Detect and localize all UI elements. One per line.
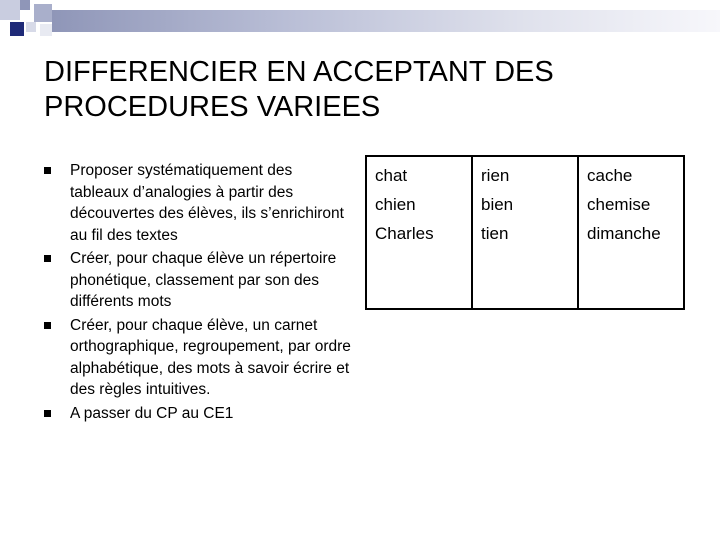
table-column-ien xyxy=(471,157,577,308)
table-cell: tien xyxy=(481,224,509,243)
square-bullet-icon xyxy=(44,410,51,417)
table-cell: chat xyxy=(375,166,408,185)
slide-title: DIFFERENCIER EN ACCEPTANT DES PROCEDURES VARIEES xyxy=(44,56,554,123)
table-cell: bien xyxy=(481,195,514,214)
decorative-square xyxy=(34,4,52,22)
bullet-text: Créer, pour chaque élève un répertoire phonétique, classement par son des différents mots xyxy=(70,250,337,310)
bullet-text: Créer, pour chaque élève, un carnet orthographique, regroupement, par ordre alphabétique, des mots à savoir écrire et des règles intuitives. xyxy=(70,316,351,398)
table-cell: chemise xyxy=(587,195,651,214)
table-cell: Charles xyxy=(375,224,434,243)
decorative-square xyxy=(26,22,36,32)
decorative-square xyxy=(40,24,52,36)
table-cell: dimanche xyxy=(587,224,661,243)
bullet-text: A passer du CP au CE1 xyxy=(70,404,234,422)
bullet-item xyxy=(42,160,352,246)
bullet-item xyxy=(42,315,352,401)
decorative-square xyxy=(20,0,30,10)
bullet-item xyxy=(42,403,352,425)
square-bullet-icon xyxy=(44,167,51,174)
table-cell: chien xyxy=(375,195,416,214)
bullet-item xyxy=(42,248,352,313)
table-column-che xyxy=(577,157,683,308)
square-bullet-icon xyxy=(44,255,51,262)
table-cell: cache xyxy=(587,166,633,185)
decorative-header-band xyxy=(52,10,720,32)
decorative-square xyxy=(0,0,20,20)
bullet-text: Proposer systématiquement des tableaux d’analogies à partir des découvertes des élèves, ils s’enrichiront au fil des textes xyxy=(70,162,344,244)
word-table xyxy=(365,155,685,310)
bullet-list xyxy=(42,160,352,426)
decorative-square xyxy=(10,22,24,36)
table-column-ch xyxy=(367,157,471,308)
square-bullet-icon xyxy=(44,322,51,329)
table-cell: rien xyxy=(481,166,510,185)
decorative-squares xyxy=(0,0,60,40)
